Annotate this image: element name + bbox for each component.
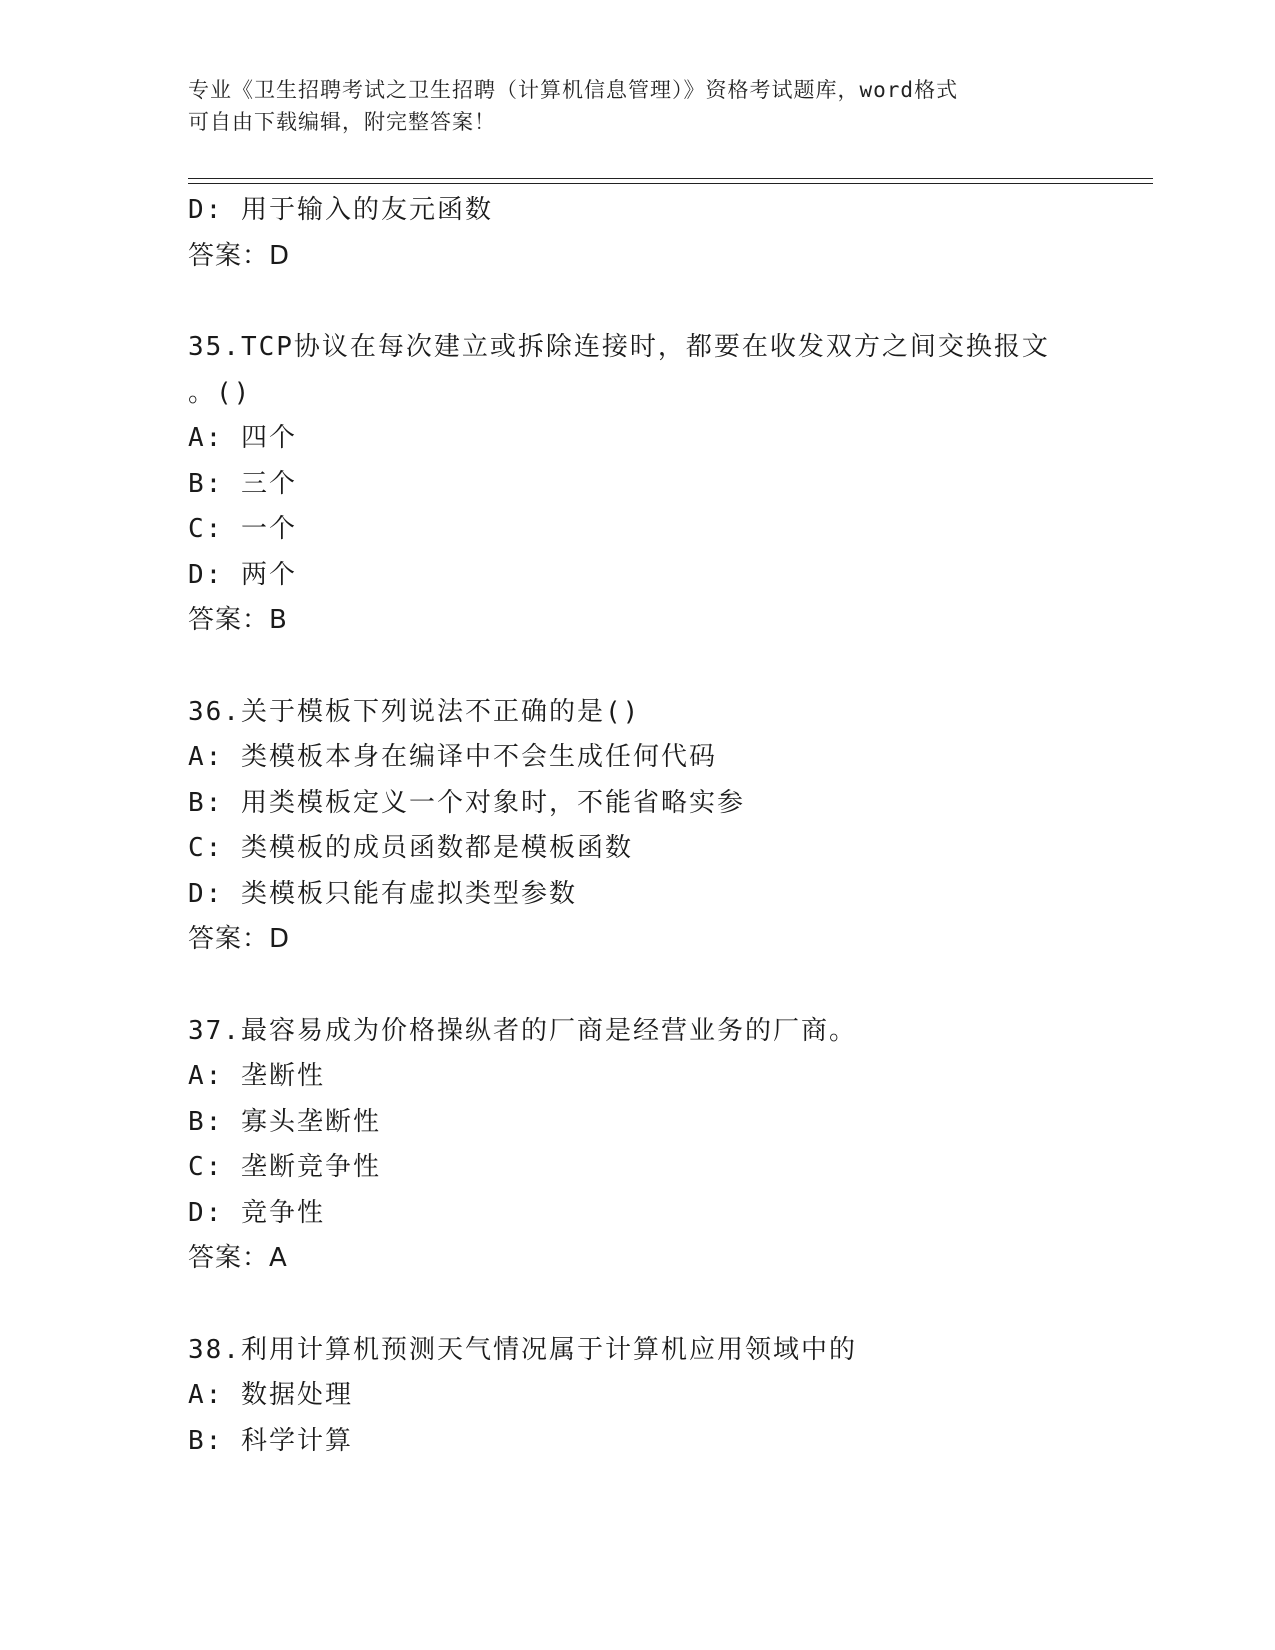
question-stem: 36.关于模板下列说法不正确的是() — [188, 696, 641, 727]
spacer — [188, 279, 1148, 325]
header-line-1: 专业《卫生招聘考试之卫生招聘（计算机信息管理）》资格考试题库，word格式 — [188, 78, 959, 102]
document-header — [188, 74, 1068, 138]
option-d: D: 类模板只能有虚拟类型参数 — [188, 878, 577, 909]
answer-line: 答案：B — [188, 605, 288, 635]
option-a: A: 垄断性 — [188, 1061, 325, 1091]
answer-line: 答案：D — [188, 240, 291, 271]
question-38 — [188, 1328, 1148, 1465]
spacer — [188, 644, 1148, 690]
header-line-2: 可自由下载编辑，附完整答案！ — [188, 110, 496, 134]
option-d: D: 竞争性 — [188, 1197, 325, 1228]
question-content — [188, 188, 1148, 1464]
option-a: A: 四个 — [188, 423, 297, 453]
option-d: D: 用于输入的友元函数 — [188, 195, 493, 225]
option-d: D: 两个 — [188, 559, 297, 590]
option-b: B: 寡头垄断性 — [188, 1106, 381, 1137]
option-b: B: 用类模板定义一个对象时，不能省略实参 — [188, 787, 745, 818]
answer-line: 答案：A — [188, 1243, 288, 1273]
question-35 — [188, 325, 1148, 644]
option-b: B: 科学计算 — [188, 1425, 353, 1456]
header-divider-bottom — [188, 183, 1153, 184]
option-c: C: 一个 — [188, 514, 297, 544]
question-37 — [188, 1009, 1148, 1282]
question-stem: 37.最容易成为价格操纵者的厂商是经营业务的厂商。 — [188, 1015, 857, 1046]
option-a: A: 类模板本身在编译中不会生成任何代码 — [188, 742, 717, 772]
question-stem-continued: 。() — [188, 377, 252, 408]
option-c: C: 垄断竞争性 — [188, 1152, 381, 1182]
answer-line: 答案：D — [188, 924, 291, 954]
spacer — [188, 963, 1148, 1009]
option-a: A: 数据处理 — [188, 1380, 353, 1410]
option-c: C: 类模板的成员函数都是模板函数 — [188, 833, 633, 863]
spacer — [188, 1282, 1148, 1328]
header-divider-top — [188, 178, 1153, 179]
question-34-tail — [188, 188, 1148, 279]
question-36 — [188, 690, 1148, 963]
question-stem: 35.TCP协议在每次建立或拆除连接时，都要在收发双方之间交换报文 — [188, 332, 1050, 362]
option-b: B: 三个 — [188, 468, 297, 499]
question-stem: 38.利用计算机预测天气情况属于计算机应用领域中的 — [188, 1334, 857, 1365]
